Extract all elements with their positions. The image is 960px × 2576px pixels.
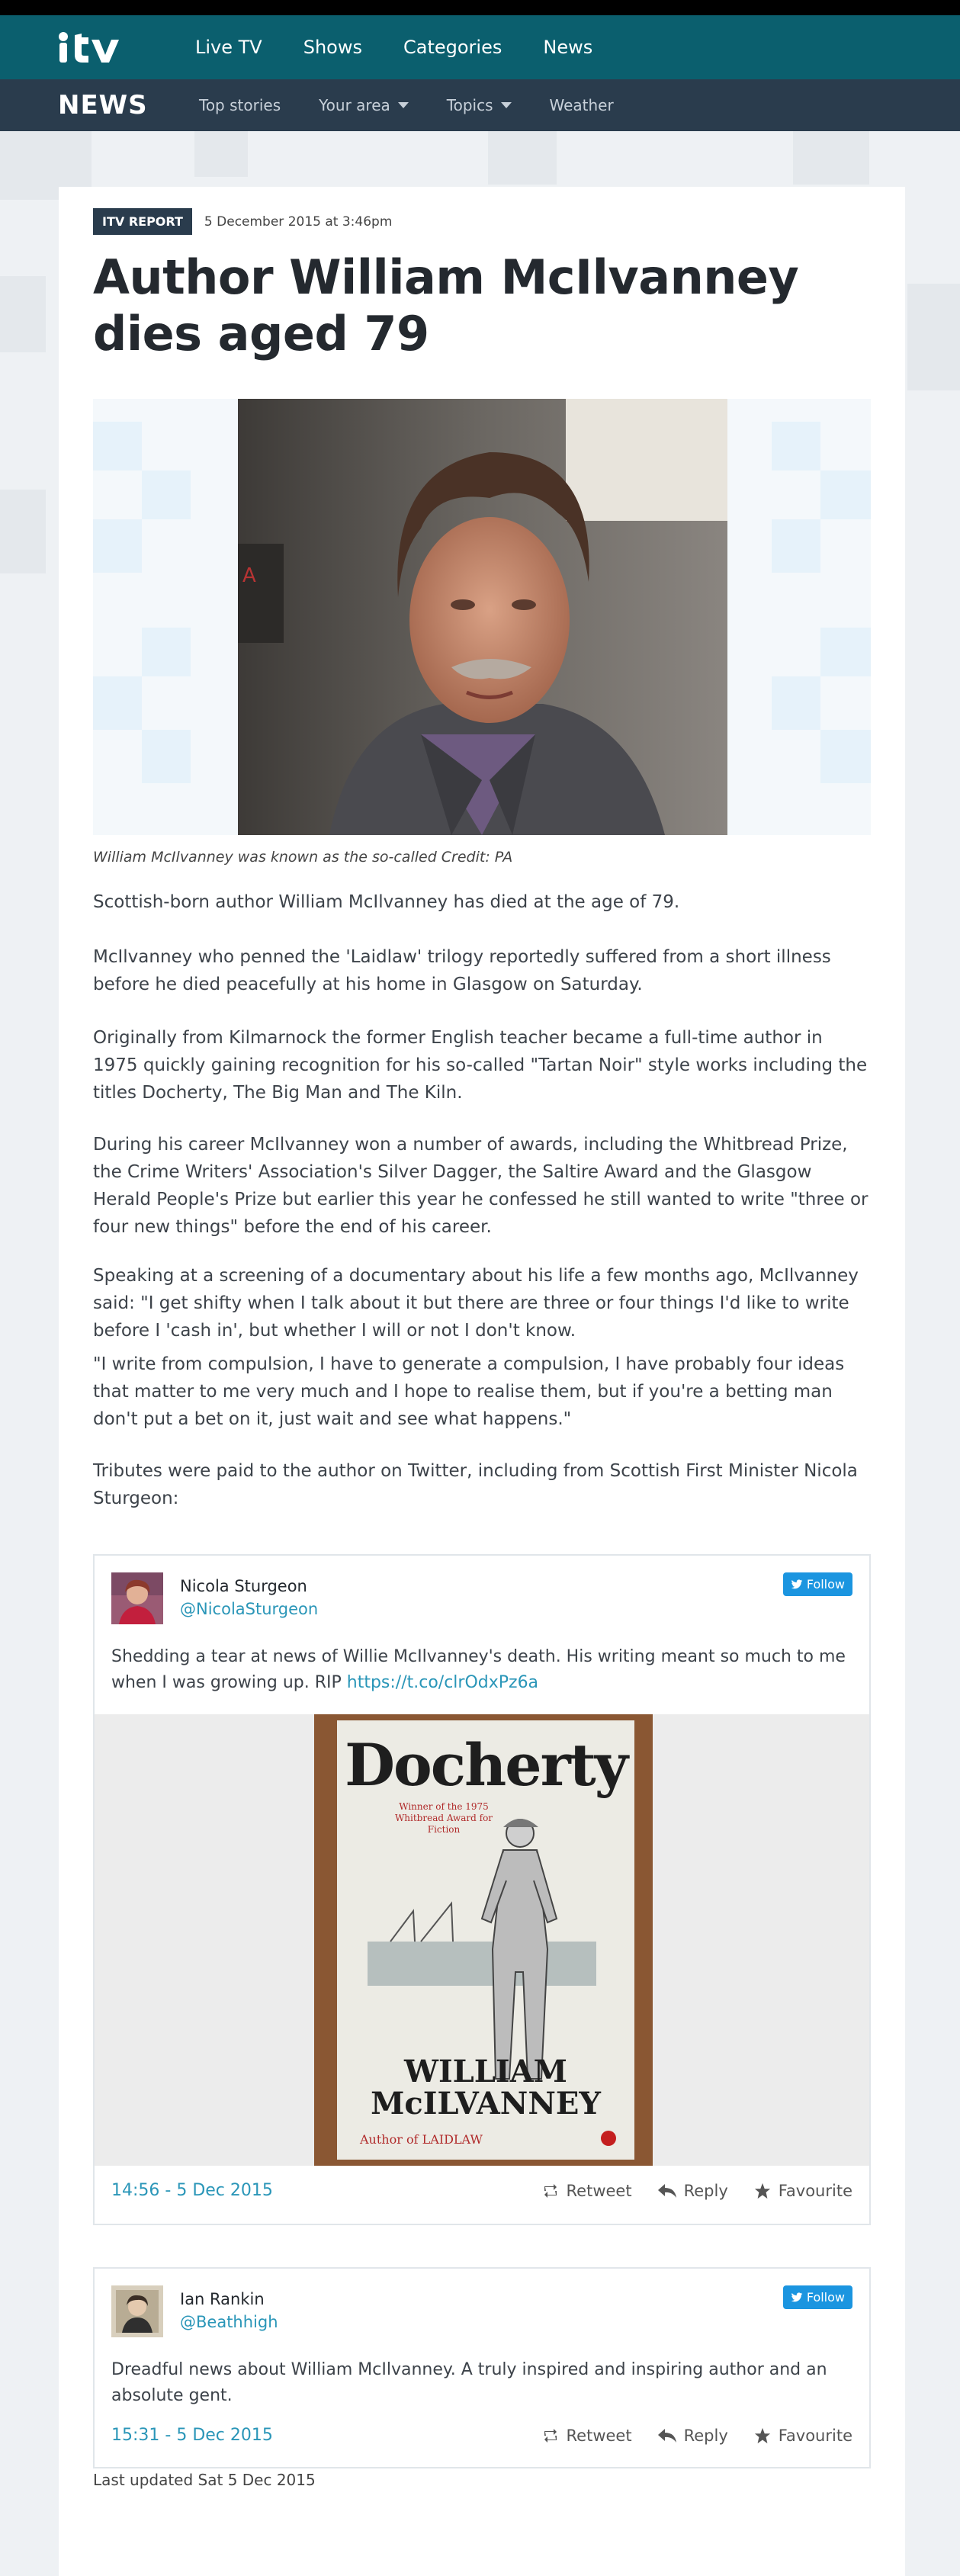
author-portrait-image — [238, 399, 727, 835]
top-stories-label: Top stories — [199, 96, 281, 114]
image-caption: William McIlvanney was known as the so-called Credit: PA — [93, 849, 513, 866]
reply-button[interactable] — [658, 2427, 728, 2445]
book-author-last: McILVANNEY — [371, 2086, 601, 2122]
chevron-down-icon — [398, 102, 409, 108]
your-area-label: Your area — [319, 96, 390, 114]
tweet-text — [111, 1644, 851, 1696]
nav-news[interactable]: News — [543, 37, 593, 58]
book-award: Winner of the 1975 Whitbread Award for Fiction — [394, 1801, 493, 1835]
weather-label: Weather — [549, 96, 614, 114]
twitter-bird-icon — [791, 1579, 803, 1590]
itv-logo[interactable] — [58, 29, 131, 66]
news-nav-weather[interactable] — [550, 96, 614, 114]
tweet-link[interactable]: https://t.co/clrOdxPz6a — [346, 1673, 539, 1692]
retweet-icon — [542, 2429, 559, 2443]
follow-button[interactable] — [783, 2285, 852, 2309]
article-paragraph: Speaking at a screening of a documentary about his life a few months ago, McIlvanney said: "I get shifty when I talk about it but there are three or four things I'd like to write before I 'cash in', but whether I will or not I don't know. — [93, 1266, 859, 1341]
itv-report-badge: ITV REPORT — [93, 208, 192, 235]
reply-button[interactable] — [658, 2182, 728, 2200]
tweet-text-body: Shedding a tear at news of Willie McIlvanney's death. His writing meant so much to me when I was growing up. RIP — [111, 1647, 846, 1692]
tweet-header — [111, 1572, 318, 1624]
star-icon — [754, 2427, 771, 2444]
article-paragraph: "I write from compulsion, I have to generate a compulsion, I have probably four ideas that matter to me very much and I hope to realise them, but if you're a betting man don't put a bet on it, just wait and see what happens." — [93, 1354, 845, 1429]
tweet-author-name[interactable]: Nicola Sturgeon — [180, 1577, 307, 1595]
tweet-header — [111, 2285, 278, 2337]
article-paragraph: Tributes were paid to the author on Twitter, including from Scottish First Minister Nicola Sturgeon: — [93, 1461, 858, 1508]
embedded-tweet — [93, 2267, 871, 2468]
publisher-logo-icon — [601, 2131, 616, 2146]
book-title: Docherty — [345, 1731, 627, 1799]
tweet-media-image[interactable] — [95, 1714, 869, 2166]
tweet-author-handle[interactable]: @Beathhigh — [180, 2313, 278, 2331]
book-cover — [337, 1720, 634, 2160]
favourite-label: Favourite — [778, 2426, 852, 2445]
news-nav-your-area[interactable] — [319, 96, 409, 114]
book-author — [337, 2056, 634, 2120]
avatar[interactable] — [111, 2285, 163, 2337]
book-author-first: WILLIAM — [404, 2054, 567, 2089]
tweet-footer — [111, 2426, 852, 2445]
main-nav — [0, 15, 960, 79]
nav-shows[interactable]: Shows — [303, 37, 362, 58]
favourite-button[interactable] — [754, 2182, 852, 2200]
tweet-author-name[interactable]: Ian Rankin — [180, 2290, 265, 2308]
article-date: 5 December 2015 at 3:46pm — [204, 214, 393, 230]
svg-text:A: A — [242, 564, 256, 587]
news-nav-top-stories[interactable] — [199, 96, 281, 114]
chevron-down-icon — [501, 102, 512, 108]
favourite-label: Favourite — [778, 2181, 852, 2200]
follow-label: Follow — [806, 1577, 845, 1592]
twitter-bird-icon — [791, 2292, 803, 2303]
nav-live-tv[interactable]: Live TV — [195, 37, 262, 58]
retweet-label: Retweet — [566, 2181, 632, 2200]
retweet-label: Retweet — [566, 2426, 632, 2445]
tweet-timestamp[interactable]: 14:56 - 5 Dec 2015 — [111, 2181, 273, 2200]
article-paragraph: Scottish-born author William McIlvanney has died at the age of 79. — [93, 892, 680, 912]
nav-categories[interactable]: Categories — [403, 37, 502, 58]
tweet-author-handle[interactable]: @NicolaSturgeon — [180, 1600, 319, 1618]
embedded-tweet — [93, 1554, 871, 2225]
article-card — [59, 187, 905, 2576]
reply-label: Reply — [683, 2181, 728, 2200]
article-image-frame — [93, 399, 871, 835]
top-black-strip — [0, 0, 960, 15]
article-paragraph: Originally from Kilmarnock the former English teacher became a full-time author in 1975 quickly gaining recognition for his so-called "Tartan Noir" style works including the titles Docherty, The Big Man and The Kiln. — [93, 1028, 868, 1103]
article-paragraph: McIlvanney who penned the 'Laidlaw' trilogy reportedly suffered from a short illness before he died peacefully at his home in Glasgow on Saturday. — [93, 947, 831, 994]
last-updated: Last updated Sat 5 Dec 2015 — [93, 2471, 316, 2489]
reply-icon — [658, 2429, 676, 2443]
follow-label: Follow — [806, 2290, 845, 2305]
tweet-timestamp[interactable]: 15:31 - 5 Dec 2015 — [111, 2426, 273, 2445]
star-icon — [754, 2183, 771, 2199]
retweet-button[interactable] — [542, 2182, 632, 2200]
retweet-button[interactable] — [542, 2427, 632, 2445]
article-paragraph: During his career McIlvanney won a number of awards, including the Whitbread Prize, the Crime Writers' Association's Silver Dagger, the Saltire Award and the Glasgow Herald People's Prize but earlier this year he confessed he still wanted to write "three or four new things" before the end of his career. — [93, 1135, 868, 1237]
topics-label: Topics — [446, 96, 493, 114]
article-meta — [93, 208, 871, 235]
reply-label: Reply — [683, 2426, 728, 2445]
follow-button[interactable] — [783, 1572, 852, 1596]
tweet-footer — [111, 2181, 852, 2200]
avatar[interactable] — [111, 1572, 163, 1624]
tweet-text: Dreadful news about William McIlvanney. A truly inspired and inspiring author and an absolute gent. — [111, 2360, 827, 2405]
retweet-icon — [542, 2184, 559, 2198]
news-nav — [0, 79, 960, 131]
reply-icon — [658, 2184, 676, 2198]
book-tagline: Author of LAIDLAW — [360, 2132, 483, 2147]
news-brand[interactable]: NEWS — [58, 90, 148, 120]
article-title: Author William McIlvanney dies aged 79 — [93, 249, 799, 361]
favourite-button[interactable] — [754, 2427, 852, 2445]
news-nav-topics[interactable] — [447, 96, 512, 114]
